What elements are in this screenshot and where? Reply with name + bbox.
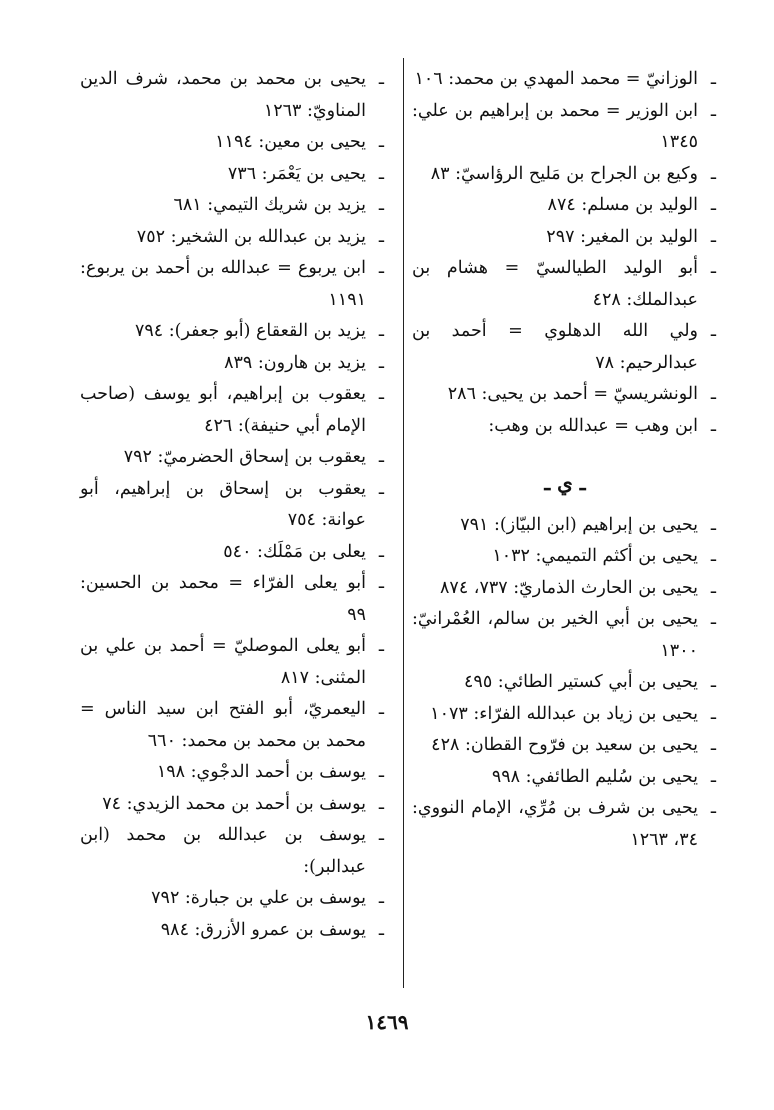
entry-text: يزيد بن القعقاع (أبو جعفر): ٧٩٤ [135, 321, 366, 341]
entry-text: يوسف بن علي بن جبارة: ٧٩٢ [151, 888, 366, 908]
entry-dash: ـ [710, 672, 716, 692]
entry-text: يزيد بن شريك التيمي: ٦٨١ [173, 195, 366, 215]
entry-text: يحيى بن محمد بن محمد، شرف الدين المناويّ: ١٢٦٣ [80, 69, 366, 121]
entry-dash: ـ [710, 258, 716, 278]
entry-dash: ـ [710, 577, 716, 598]
entry-text: يعلى بن مَمْلَك: ٥٤٠ [223, 541, 366, 562]
index-entry [80, 789, 386, 821]
entry-text: أبو يعلى الموصليّ = أحمد بن علي بن المثنى: ٨١٧ [80, 636, 366, 688]
entry-dash: ـ [710, 766, 716, 787]
index-entry [412, 64, 718, 96]
index-entry [412, 604, 718, 667]
index-entry [412, 253, 718, 316]
index-entry [412, 379, 718, 411]
entry-text: يوسف بن عبدالله بن محمد (ابن عبدالبر): [80, 825, 366, 877]
entry-text: اليعمريّ، أبو الفتح ابن سيد الناس = محمد بن محمد بن محمد: ٦٦٠ [80, 699, 366, 751]
entry-dash: ـ [378, 919, 384, 940]
entry-text: يزيد بن هارون: ٨٣٩ [224, 352, 366, 373]
index-entry [80, 820, 386, 883]
entry-dash: ـ [378, 258, 384, 278]
entry-text: ابن وهب = عبدالله بن وهب: [488, 415, 698, 436]
entry-text: يحيى بن سُليم الطائفي: ٩٩٨ [491, 766, 698, 787]
entry-dash: ـ [378, 699, 384, 719]
index-entry [80, 915, 386, 947]
index-entry [412, 541, 718, 573]
index-entry [412, 316, 718, 379]
entry-text: يحيى بن أكثم التميمي: ١٠٣٢ [492, 546, 698, 566]
index-entry [412, 510, 718, 542]
entry-text: يحيى بن معين: ١١٩٤ [215, 132, 366, 152]
index-entry [80, 348, 386, 380]
index-entry [80, 537, 386, 569]
entry-text: أبو يعلى الفرّاء = محمد بن الحسين: ٩٩ [80, 573, 366, 625]
entry-dash: ـ [378, 195, 384, 215]
entry-dash: ـ [710, 735, 716, 755]
index-entry [412, 793, 718, 856]
page-number: ١٤٦٩ [365, 1010, 409, 1034]
entry-dash: ـ [378, 384, 384, 404]
index-entry [412, 667, 718, 699]
index-entry [412, 699, 718, 731]
entry-dash: ـ [378, 226, 384, 247]
index-column-left [80, 64, 386, 946]
entry-text: ابن الوزير = محمد بن إبراهيم بن علي: ١٣٤٥ [412, 100, 698, 152]
index-entry [412, 411, 718, 443]
entry-dash: ـ [378, 762, 384, 782]
entry-text: يعقوب بن إبراهيم، أبو يوسف (صاحب الإمام أبي حنيفة): ٤٢٦ [80, 384, 366, 436]
entry-text: يحيى بن أبي الخير بن سالم، العُمْرانيّ: ١٣٠٠ [412, 609, 698, 661]
index-entry [80, 379, 386, 442]
index-entry [412, 222, 718, 254]
entry-text: يحيى بن إبراهيم (ابن البيّاز): ٧٩١ [460, 514, 698, 535]
index-entry [80, 190, 386, 222]
entry-dash: ـ [710, 514, 716, 535]
entry-text: يزيد بن عبدالله بن الشخير: ٧٥٢ [136, 226, 366, 247]
entry-dash: ـ [378, 478, 384, 499]
index-entry [80, 694, 386, 757]
entry-text: يوسف بن أحمد الدجْوي: ١٩٨ [156, 762, 366, 782]
entry-dash: ـ [710, 609, 716, 629]
entry-text: الوليد بن مسلم: ٨٧٤ [547, 195, 698, 215]
index-column-right [412, 64, 718, 856]
index-entry [80, 222, 386, 254]
entry-text: ابن يربوع = عبدالله بن أحمد بن يربوع: ١١٩١ [80, 258, 366, 310]
index-entry [412, 762, 718, 794]
index-entry [80, 568, 386, 631]
entry-text: ولي الله الدهلوي = أحمد بن عبدالرحيم: ٧٨ [412, 321, 698, 373]
entry-text: يوسف بن أحمد بن محمد الزيدي: ٧٤ [102, 793, 366, 814]
entry-dash: ـ [378, 163, 384, 184]
entry-text: يحيى بن أبي كستير الطائي: ٤٩٥ [464, 672, 698, 692]
entry-dash: ـ [710, 415, 716, 436]
entry-dash: ـ [710, 384, 716, 404]
index-entry [80, 127, 386, 159]
entry-text: يحيى بن شرف بن مُرِّي، الإمام النووي: ٣٤، ١٢٦٣ [412, 798, 698, 850]
entry-dash: ـ [710, 798, 716, 818]
section-heading: ـ ي ـ [544, 471, 586, 495]
entry-dash: ـ [378, 321, 384, 341]
entry-dash: ـ [710, 100, 716, 121]
index-entry [80, 757, 386, 789]
index-entry [412, 190, 718, 222]
entry-text: يحيى بن الحارث الذماريّ: ٧٣٧، ٨٧٤ [440, 577, 698, 598]
index-entry [80, 474, 386, 537]
entry-text: أبو الوليد الطيالسيّ = هشام بن عبدالملك: ٤٢٨ [412, 258, 698, 310]
entry-dash: ـ [710, 163, 716, 184]
entry-dash: ـ [710, 226, 716, 247]
entry-dash: ـ [378, 573, 384, 593]
index-entry [80, 883, 386, 915]
entry-dash: ـ [378, 825, 384, 845]
index-entry [80, 253, 386, 316]
entry-dash: ـ [710, 321, 716, 341]
entry-dash: ـ [710, 195, 716, 215]
entry-text: يعقوب بن إسحاق الحضرميّ: ٧٩٢ [123, 447, 366, 467]
entry-dash: ـ [378, 541, 384, 562]
index-entry [80, 159, 386, 191]
entry-dash: ـ [378, 636, 384, 656]
index-entry [412, 573, 718, 605]
entry-dash: ـ [378, 352, 384, 373]
entry-text: الونشريسيّ = أحمد بن يحيى: ٢٨٦ [447, 384, 698, 404]
entry-dash: ـ [378, 888, 384, 908]
entry-dash: ـ [710, 546, 716, 566]
index-entry [80, 64, 386, 127]
entry-dash: ـ [710, 69, 716, 89]
column-divider [403, 58, 404, 988]
entry-text: الوليد بن المغير: ٢٩٧ [546, 226, 698, 247]
index-entry [412, 159, 718, 191]
index-entry [412, 730, 718, 762]
entry-text: يحيى بن سعيد بن فرّوح القطان: ٤٢٨ [431, 735, 698, 755]
index-entry [80, 631, 386, 694]
entry-dash: ـ [378, 132, 384, 152]
index-entry [412, 96, 718, 159]
entry-text: الوزانيّ = محمد المهدي بن محمد: ١٠٦ [414, 69, 698, 89]
entry-dash: ـ [710, 703, 716, 724]
entry-text: يحيى بن زياد بن عبدالله الفرّاء: ١٠٧٣ [430, 703, 698, 724]
entry-dash: ـ [378, 793, 384, 814]
entry-text: يحيى بن يَعْمَر: ٧٣٦ [227, 163, 366, 184]
index-entry [80, 442, 386, 474]
index-entry [80, 316, 386, 348]
entry-text: يعقوب بن إسحاق بن إبراهيم، أبو عوانة: ٧٥٤ [80, 478, 366, 530]
entry-text: يوسف بن عمرو الأزرق: ٩٨٤ [160, 919, 366, 940]
entry-dash: ـ [378, 69, 384, 89]
entry-text: وكيع بن الجراح بن مَليح الرؤاسيّ: ٨٣ [430, 163, 698, 184]
entry-dash: ـ [378, 447, 384, 467]
